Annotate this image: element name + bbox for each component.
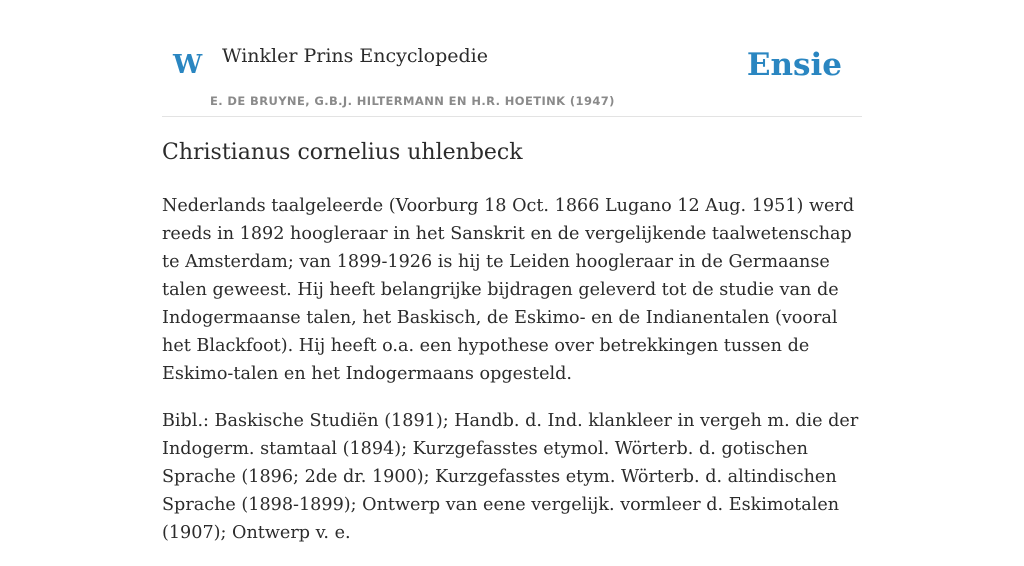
entry-title: Christianus cornelius uhlenbeck [162,140,523,165]
site-header [162,0,862,117]
entry-body [162,192,862,566]
authors-line: E. DE BRUYNE, G.B.J. HILTERMANN EN H.R. HOETINK (1947) [210,94,615,108]
ensie-brand-logo[interactable]: Ensie [746,47,842,83]
encyclopedia-logo[interactable]: W [173,50,203,80]
book-title[interactable]: Winkler Prins Encyclopedie [222,45,488,67]
bibliography-paragraph: Bibl.: Baskische Studiën (1891); Handb. d. Ind. klankleer in vergeh m. die der Indogerm. stamtaal (1894); Kurzgefasstes etymol. Wörterb. d. gotischen Sprache (1896; 2de dr. 1900); Kurzgefasstes etym. Wörterb. d. altindischen Sprache (1898-1899); Ontwerp van eene vergelijk. vormleer d. Eskimotalen (1907); Ontwerp v. e. [162,411,859,543]
entry-paragraph: Nederlands taalgeleerde (Voorburg 18 Oct. 1866 Lugano 12 Aug. 1951) werd reeds in 1892 hoogleraar in het Sanskrit en de vergelijkende taalwetenschap te Amsterdam; van 1899-1926 is hij te Leiden hoogleraar in de Germaanse talen geweest. Hij heeft belangrijke bijdragen geleverd tot de studie van de Indogermaanse talen, het Baskisch, de Eskimo- en de Indianentalen (vooral het Blackfoot). Hij heeft o.a. een hypothese over betrekkingen tussen de Eskimo-talen en het Indogermaans opgesteld. [162,196,855,384]
